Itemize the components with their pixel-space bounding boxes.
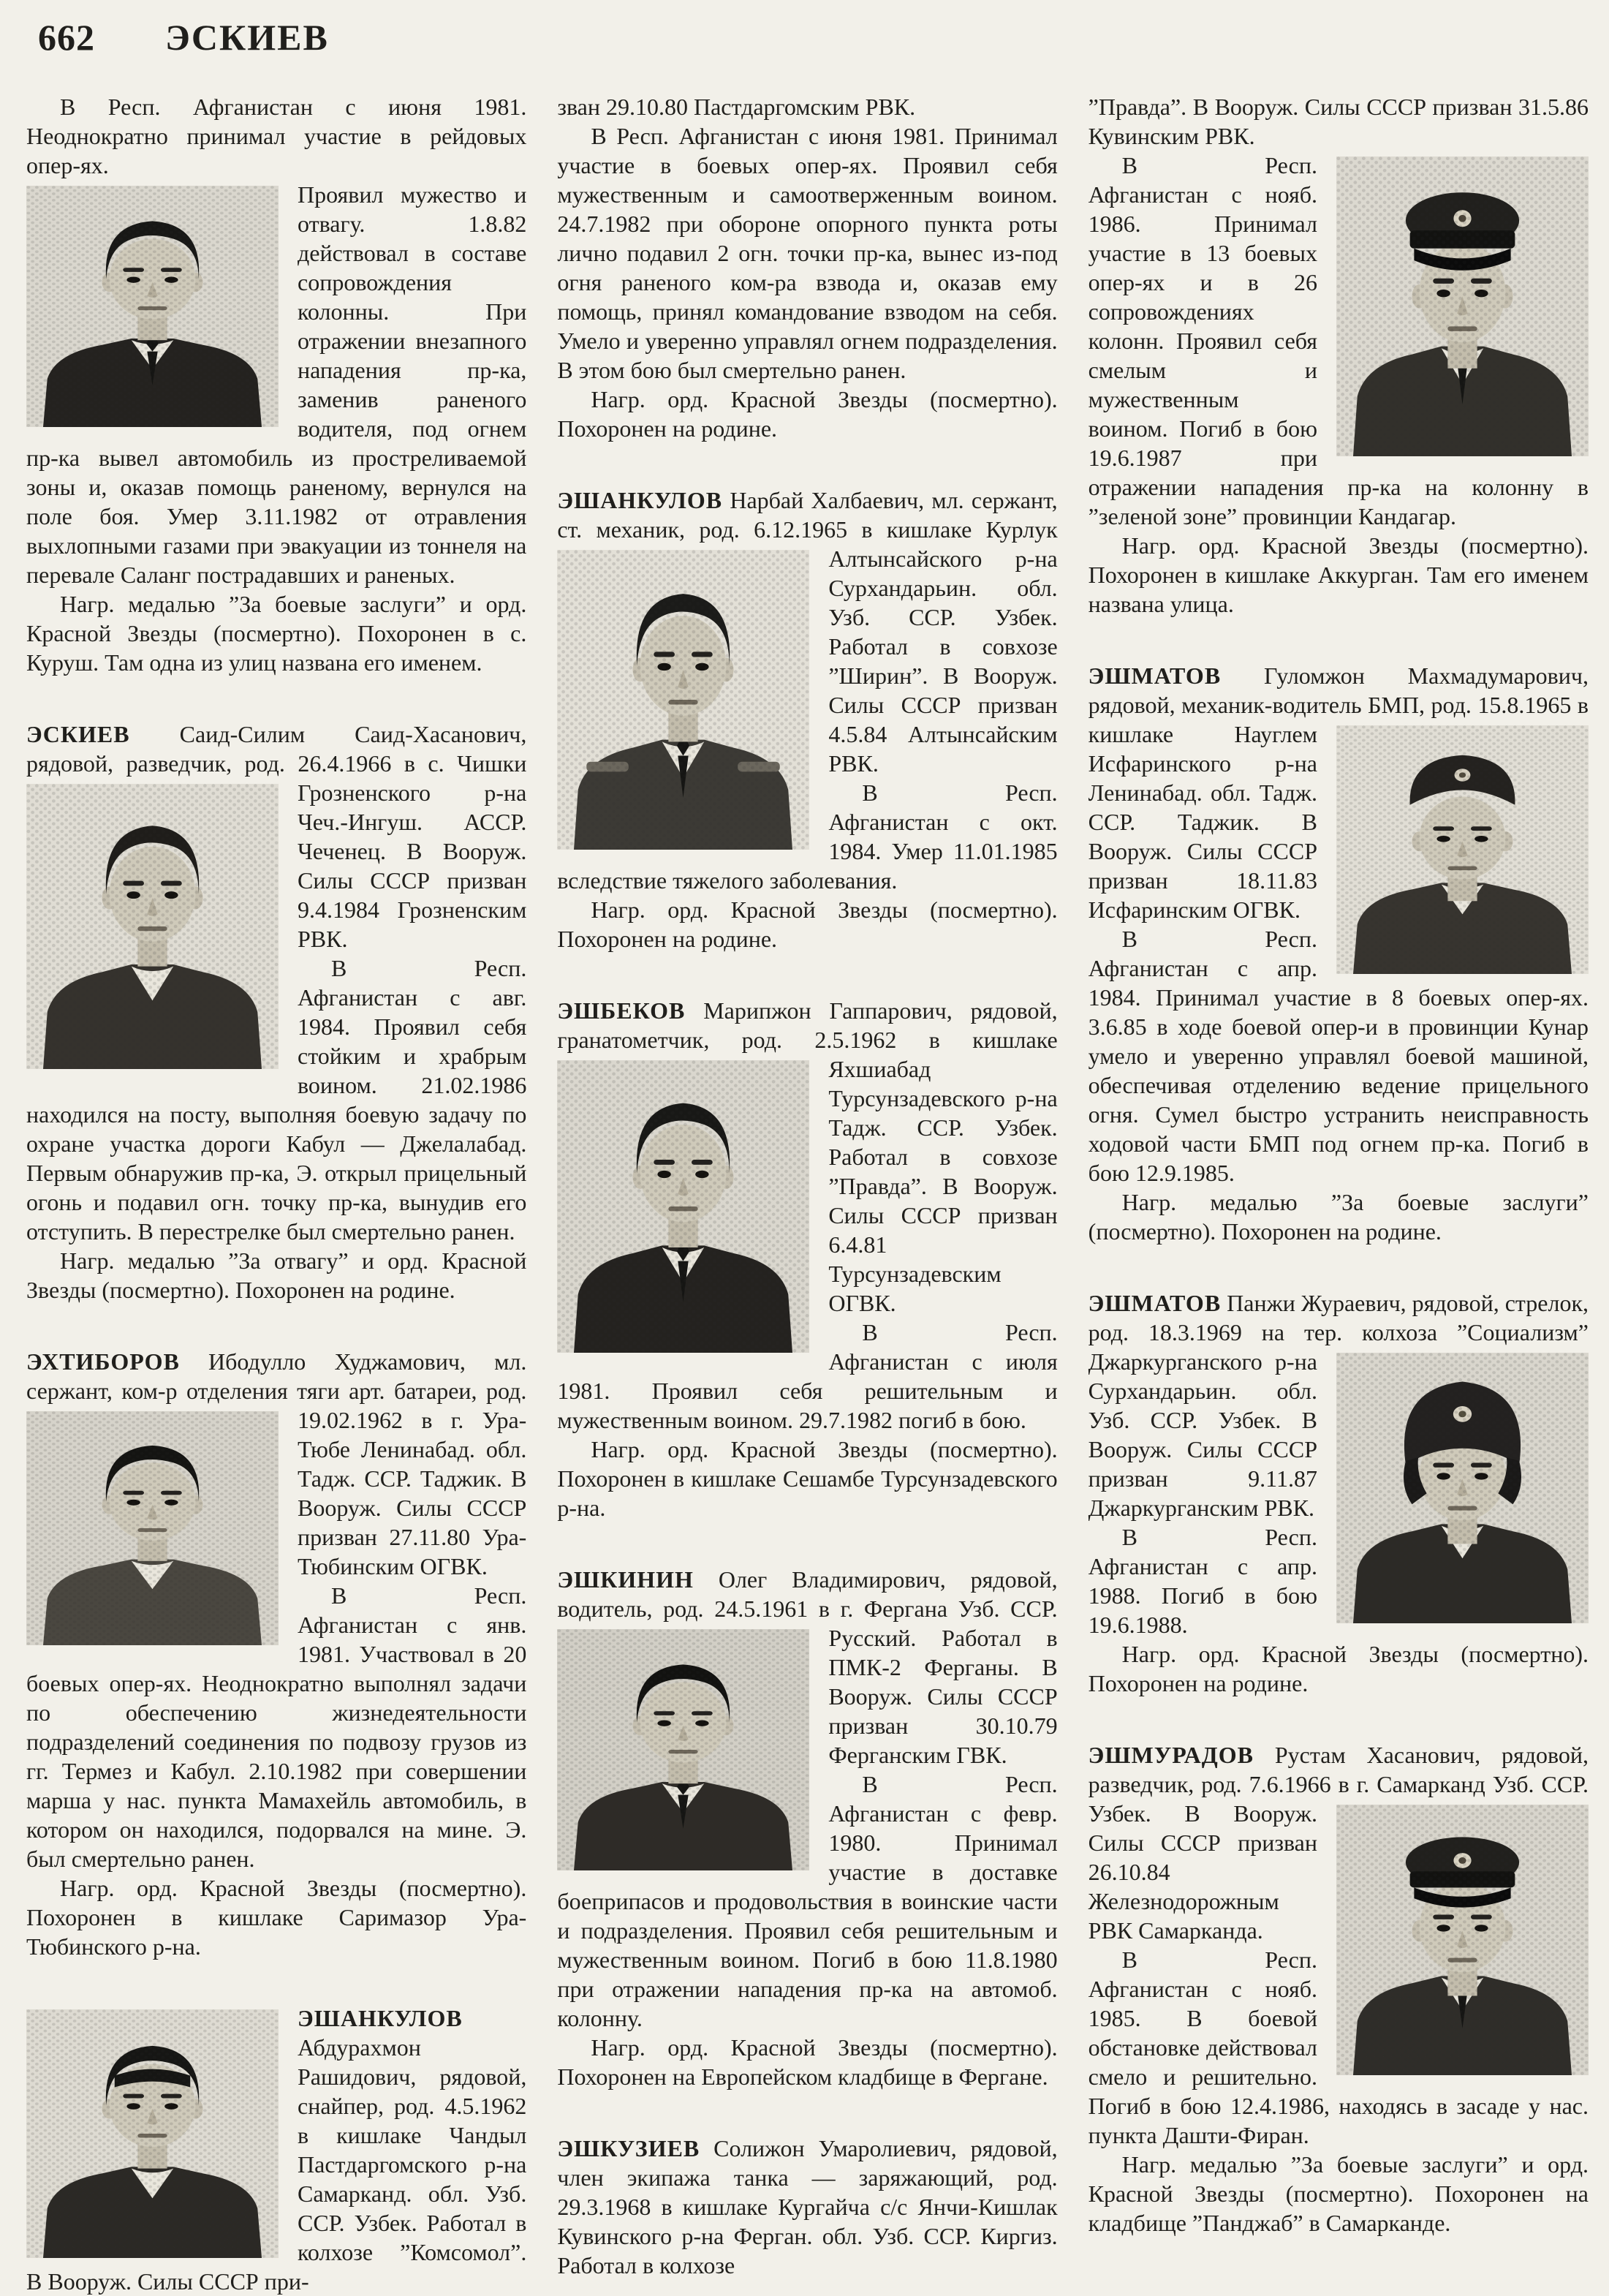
entry-eshmatov-gulomzhon [1089, 661, 1589, 1246]
entry-text: В Респ. Афганистан с апр. 1988. Погиб в бою 19.6.1988. [1088, 1524, 1317, 1638]
entry-text: В Респ. Афганистан с янв. 1981. Участвовал в 20 боевых опер-ях. Неоднократно выполнял задачи по обеспечению жизнедеятельности подразделений соединения по подвозу грузов из гг. Термез и Кабул. 2.10.1982 при совершении марша у нас. пункта Мамахейль автомобиль, в котором он находился, подорвался на мине. Э. был смертельно ранен. [26, 1582, 527, 1872]
portrait-photo-eskiev [26, 784, 279, 1069]
entry-eshankulov-abdurahmon-continued [557, 92, 1057, 443]
entry-paragraph [26, 1347, 526, 1581]
entry-surname: ЭШКИНИН [557, 1566, 694, 1593]
entry-paragraph [1089, 531, 1589, 619]
entry-text: Ибодулло Худжамович, мл. сержант, ком-р отделения тяги арт. батареи, род. 19.02.1962 в [26, 1348, 527, 1433]
entry-text: В Респ. Афганистан с июня 1981. Принимал участие в боевых опер-ях. Проявил себя мужественным и самоотверженным воином. 24.7.1982 при обороне опорного пункта роты лично подавил 2 огн. точки пр-ка, вынес из-под огня раненого ком-ра взвода и, оказав ему помощь, принял командование взводом на себя. Умело и уверенно управлял огнем подразделения. В этом бою был смертельно ранен. [557, 123, 1058, 383]
entry-paragraph [557, 121, 1057, 385]
entry-text: В Респ. Афганистан с февр. 1980. Принимал участие в доставке боеприпасов и продовольствия в воинские части и подразделения. Проявил себя решительным и мужественным воином. Погиб в бою 11.8.1980 при отражении нападения пр-ка на автомоб. колонну. [557, 1771, 1058, 2031]
entry-text: ”Социализм” Джаркурганского р-на Сурхандарьин. обл. Узб. ССР. Узбек. В Вооруж. Силы СССР призван 9.11.87 Джаркурганским РВК. [1088, 1319, 1589, 1521]
entry-text: ”Правда”. В Вооруж. Силы СССР призван 31.5.86 Кувинским РВК. [1088, 94, 1589, 149]
entry-paragraph [1089, 661, 1589, 924]
portrait-svg [26, 186, 279, 427]
entry-paragraph [557, 1565, 1057, 1770]
portrait-photo-eshankulov-narbay [557, 550, 809, 850]
entry-paragraph [26, 180, 526, 589]
entry-text: в кишлаке Курлук Алтынсайского р-на Сурхандарьин. обл. Узб. ССР. Узбек. Работал в совхозе ”Ширин”. В Вооруж. Силы СССР призван 4.5.84 Алтынсайским РВК. [828, 516, 1058, 777]
entry-text: В Респ. Афганистан с июля 1981. Проявил себя решительным и мужественным воином. 29.7.1982 погиб в бою. [557, 1319, 1058, 1433]
entry-paragraph [26, 1873, 526, 1961]
entry-text: 15.8.1965 в кишлаке Науглем Исфаринского р-на Ленинабад. обл. Тадж. ССР. Таджик. В Вооруж. Силы СССР призван 18.11.83 Исфаринским ОГВК. [1088, 692, 1589, 923]
column-3 [1089, 92, 1589, 2296]
entry-paragraph [1089, 1187, 1589, 1246]
entry-ehtiborov [26, 1347, 526, 1961]
entry-text: Нагр. орд. Красной Звезды (посмертно). Похоронен в кишлаке Аккурган. Там его именем названа улица. [1088, 532, 1589, 617]
page-number: 662 [38, 17, 95, 58]
entry-paragraph [557, 385, 1057, 443]
entry-paragraph [557, 996, 1057, 1318]
entry-surname: ЭШМУРАДОВ [1088, 1742, 1254, 1768]
entry-text: В Респ. Афганистан с окт. 1984. Умер 11.01.1985 вследствие тяжелого заболевания. [557, 779, 1058, 894]
entry-text: Нагр. медалью ”За боевые заслуги” (посмертно). Похоронен на родине. [1088, 1189, 1589, 1245]
entry-text: Панжи Жураевич, рядовой, стрелок, род. 18.3.1969 на тер. колхоза [1088, 1290, 1589, 1345]
entry-text: Олег Владимирович, рядовой, водитель, род. 24.5.1961 в г. Фергана Узб. [557, 1566, 1058, 1622]
entry-paragraph [557, 92, 1057, 121]
entry-paragraph [557, 895, 1057, 953]
portrait-photo-eshmatov-gulomzhon [1336, 725, 1589, 974]
entry-text: Нагр. орд. Красной Звезды (посмертно). Похоронен на родине. [557, 896, 1058, 952]
portrait-photo-eshkinin [557, 1629, 809, 1870]
entry-surname: ЭШАНКУЛОВ [557, 487, 723, 513]
portrait-svg [26, 1411, 279, 1645]
column-2 [557, 92, 1057, 2296]
portrait-svg [557, 1629, 809, 1870]
entry-eshkuziev-continued [1089, 92, 1589, 619]
columns-container [0, 57, 1609, 2296]
entry-paragraph [557, 1435, 1057, 1522]
entry-eshbekov [557, 996, 1057, 1522]
entry-paragraph [1089, 1639, 1589, 1698]
entry-text: Нагр. медалью ”За отвагу” и орд. Красной Звезды (посмертно). Похоронен на родине. [26, 1247, 527, 1303]
entry-surname: ЭШМАТОВ [1088, 662, 1222, 689]
entry-eshkinin [557, 1565, 1057, 2091]
portrait-svg [1336, 156, 1589, 456]
entry-text: В Респ. Афганистан с июня 1981. Неоднократно принимал участие в рейдовых опер-ях. [26, 94, 527, 178]
entry-paragraph [1089, 151, 1589, 531]
entry-surname: ЭХТИБОРОВ [26, 1348, 180, 1375]
portrait-photo-eshmuradov [1336, 1805, 1589, 2075]
entry-text: Саид-Силим Саид-Хасанович, рядовой, разведчик, род. 26.4.1966 в с. Чишки [26, 721, 527, 777]
entry-paragraph [26, 92, 526, 180]
entry-text: Проявил мужество и отвагу. 1.8.82 действовал в составе сопровождения колонны. При отражении внезапного нападения пр-ка, заменив раненого водителя, под огнем пр-ка вывел автомобиль из простреливаемой зоны и, оказав помощь раненому, вернулся на поле боя. Умер 3.11.1982 от отравления выхлопными газами при эвакуации из тоннеля на перевале Саланг пострадавших и раненых. [26, 181, 527, 588]
column-1 [26, 92, 526, 2296]
portrait-photo-eshmatov-panzhi [1336, 1353, 1589, 1623]
entry-surname: ЭШБЕКОВ [557, 997, 686, 1024]
entry-text: Яхшиабад Турсунзадевского р-на Тадж. ССР. Узбек. Работал в совхозе ”Правда”. В Вооруж. Силы СССР призван 6.4.81 Турсунзадевским ОГВК. [828, 1056, 1058, 1316]
entry-text: В Вооруж. Силы СССР призван 26.10.84 Железнодорожным РВК Самарканда. [1088, 1800, 1317, 1944]
entry-eshankulov-narbay [557, 486, 1057, 953]
entry-eshmuradov [1089, 1740, 1589, 2238]
portrait-svg [557, 550, 809, 850]
entry-eshankulov-abdurahmon [26, 2004, 526, 2296]
portrait-svg [1336, 725, 1589, 974]
entry-paragraph [557, 2134, 1057, 2280]
entry-paragraph [26, 1246, 526, 1304]
portrait-svg [1336, 1805, 1589, 2075]
portrait-photo-unknown-soldier [26, 186, 279, 427]
entry-paragraph [1089, 1740, 1589, 1945]
entry-text: В Респ. Афганистан с нояб. 1985. В боевой обстановке действовал смело и решительно. Погиб в бою 12.4.1986, находясь в засаде у нас. пункта Дашти-Фиран. [1088, 1946, 1589, 2148]
entry-text: Нагр. орд. Красной Звезды (посмертно). Похоронен в кишлаке Саримазор Ура-Тюбинского р-на. [26, 1875, 527, 1960]
entry-paragraph [1089, 1288, 1589, 1522]
entry-paragraph [26, 2004, 526, 2296]
portrait-svg [1336, 1353, 1589, 1623]
entry-text: Нагр. орд. Красной Звезды (посмертно). Похоронен в кишлаке Сешамбе Турсунзадевского р-на. [557, 1436, 1058, 1521]
entry-text: г. Ура-Тюбе Ленинабад. обл. Тадж. ССР. Таджик. В Вооруж. Силы СССР призван 27.11.80 Ура-Тюбинским ОГВК. [298, 1407, 527, 1579]
portrait-photo-eshbekov [557, 1060, 809, 1353]
entry-paragraph [1089, 2150, 1589, 2238]
entry-text: Абдурахмон Рашидович, рядовой, снайпер, род. 4.5.1962 в кишлаке Чандыл Пастдаргомского р-на Самарканд. обл. Узб. ССР. Узбек. Работал в колхозе ”Комсомол”. В Вооруж. Силы СССР при- [26, 2034, 527, 2295]
entry-surname: ЭСКИЕВ [26, 721, 130, 747]
entry-text: Рустам Хасанович, рядовой, разведчик, род. 7.6.1966 в г. Самарканд Узб. ССР. Узбек. [1088, 1742, 1589, 1827]
entry-text: Нарбай Халбаевич, мл. сержант, ст. механик, род. 6.12.1965 [557, 487, 1058, 543]
entry-paragraph [26, 589, 526, 677]
entry-text: зван 29.10.80 Пастдаргомским РВК. [557, 94, 916, 120]
entry-text: Нагр. орд. Красной Звезды (посмертно). Похоронен на родине. [1088, 1641, 1589, 1696]
entry-text: Нагр. медалью ”За боевые заслуги” и орд. Красной Звезды (посмертно). Похоронен на кладбище ”Панджаб” в Самарканде. [1088, 2151, 1589, 2236]
entry-text: В Респ. Афганистан с апр. 1984. Принимал участие в 8 боевых опер-ях. 3.6.85 в ходе боевой опер-и в провинции Кунар умело и уверенно управлял боевой машиной, обеспечивая отделению ведение прицельного огня. Сумел быстро устранить неисправность ходовой части БМП под огнем пр-ка. Погиб в бою 12.9.1985. [1088, 926, 1589, 1186]
entry-surname: ЭШАНКУЛОВ [298, 2005, 463, 2031]
entry-eshkuziev [557, 2134, 1057, 2280]
portrait-svg [557, 1060, 809, 1353]
entry-text: В Респ. Афганистан с авг. 1984. Проявил себя стойким и храбрым воином. 21.02.1986 находился на посту, выполняя боевую задачу по охране участка дороги Кабул — Джелалабад. Первым обнаружив пр-ка, Э. открыл прицельный огонь и подавил огн. точку пр-ка, вынудив его отступить. В перестрелке был смертельно ранен. [26, 955, 527, 1245]
entry-text: Марипжон Гаппарович, рядовой, гранатометчик, род. 2.5.1962 в кишлаке [557, 997, 1058, 1053]
entry-text: Солижон Умаролиевич, рядовой, член экипажа танка — заряжающий, род. 29.3.1968 в кишлаке Кургайча с/с Янчи-Кишлак Кувинского р-на Ферган. обл. Узб. ССР. Киргиз. Работал в колхозе [557, 2135, 1058, 2278]
portrait-photo-ehtiborov [26, 1411, 279, 1645]
entry-text: ССР. Русский. Работал в ПМК-2 Ферганы. В Вооруж. Силы СССР призван 30.10.79 Ферганским ГВК. [828, 1596, 1058, 1768]
entry-text: Нагр. орд. Красной Звезды (посмертно). Похоронен на Европейском кладбище в Фергане. [557, 2034, 1058, 2090]
portrait-photo-eshankulov-abdurahmon [26, 2009, 279, 2258]
entry-text: В Респ. Афганистан с нояб. 1986. Принимал участие в 13 боевых опер-ях и в 26 сопровождениях колонн. Проявил себя смелым и мужественным воином. Погиб в бою 19.6.1987 при отражении нападения пр-ка на колонну в ”зеленой зоне” провинции Кандагар. [1088, 152, 1589, 529]
entry-continuation-top-left [26, 92, 526, 677]
portrait-svg [26, 784, 279, 1069]
portrait-photo-eshkuziev [1336, 156, 1589, 456]
entry-paragraph [1089, 92, 1589, 151]
entry-eshmatov-panzhi [1089, 1288, 1589, 1698]
portrait-svg [26, 2009, 279, 2258]
entry-paragraph [557, 2033, 1057, 2091]
entry-text: Грозненского р-на Чеч.-Ингуш. АССР. Чеченец. В Вооруж. Силы СССР призван 9.4.1984 Грозненским РВК. [298, 779, 527, 952]
entry-surname: ЭШМАТОВ [1088, 1290, 1222, 1316]
entry-eskiev [26, 720, 526, 1304]
entry-paragraph [557, 486, 1057, 778]
entry-surname: ЭШКУЗИЕВ [557, 2135, 700, 2161]
entry-text: Нагр. медалью ”За боевые заслуги” и орд. Красной Звезды (посмертно). Похоронен в с. Куруш. Там одна из улиц названа его именем. [26, 591, 527, 676]
page-header [0, 0, 1609, 57]
entry-text: Гуломжон Махмадумарович, рядовой, механик-водитель БМП, род. [1088, 662, 1589, 718]
running-head: ЭСКИЕВ [165, 17, 329, 58]
entry-text: Нагр. орд. Красной Звезды (посмертно). Похоронен на родине. [557, 386, 1058, 442]
entry-paragraph [26, 720, 526, 953]
